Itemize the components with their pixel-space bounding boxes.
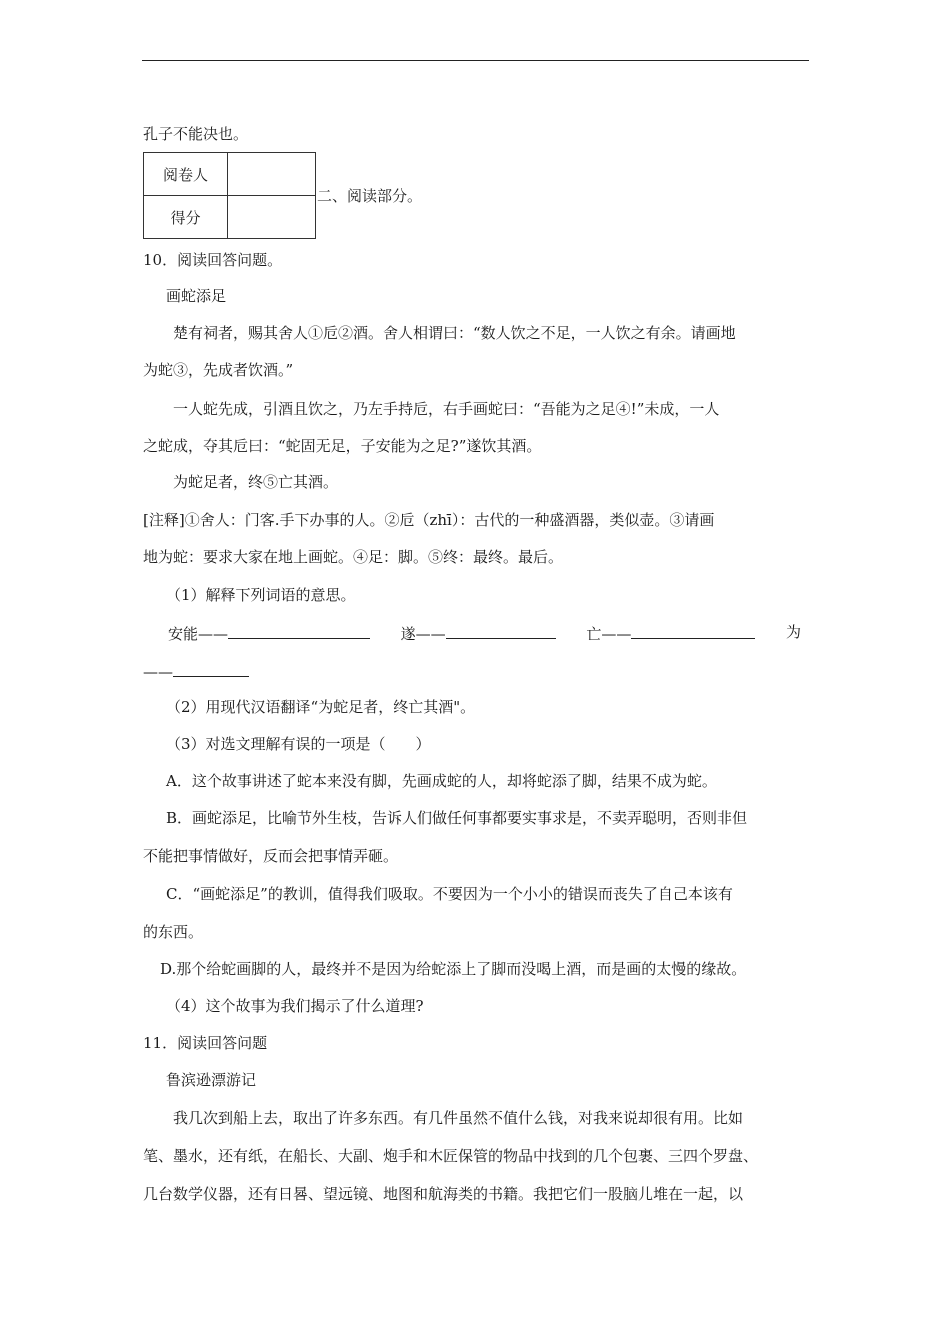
q10-option-c-line-2: 的东西。 (143, 923, 204, 941)
intro-text: 孔子不能决也。 (143, 125, 249, 143)
q11-heading: 11．阅读回答问题 (143, 1034, 268, 1052)
q10-subquestion-2: （2）用现代汉语翻译“为蛇足者，终亡其酒"。 (166, 698, 476, 716)
answer-blank-2[interactable] (446, 622, 556, 639)
answer-blank-3[interactable] (631, 622, 755, 639)
q11-title: 鲁滨逊漂游记 (166, 1071, 257, 1089)
q11-paragraph-line-3: 几台数学仪器，还有日晷、望远镜、地图和航海类的书籍。我把它们一股脑儿堆在一起，以 (143, 1185, 744, 1203)
q10-option-b-line-2: 不能把事情做好，反而会把事情弄砸。 (143, 847, 399, 865)
q10-subquestion-4: （4）这个故事为我们揭示了什么道理? (166, 997, 424, 1015)
q11-paragraph-line-1: 我几次到船上去，取出了许多东西。有几件虽然不值什么钱，对我来说却很有用。比如 (173, 1109, 744, 1127)
answer-blank-4[interactable] (173, 660, 249, 677)
q10-paragraph-2-line-2: 之蛇成，夺其卮曰：“蛇固无足，子安能为之足?”遂饮其酒。 (143, 437, 542, 455)
q10-note-line-1: [注释]①舍人：门客.手下办事的人。②卮（zhī）：古代的一种盛酒器，类似壶。③请画 (143, 511, 715, 529)
score-label: 得分 (144, 196, 228, 239)
q10-option-c-line-1[interactable]: C．“画蛇添足”的教训，值得我们吸取。不要因为一个小小的错误而丧失了自己本该有 (166, 885, 733, 903)
q11-paragraph-line-2: 笔、墨水，还有纸，在船长、大副、炮手和木匠保管的物品中找到的几个包裹、三四个罗盘、 (143, 1147, 759, 1165)
score-table (143, 152, 316, 239)
q10-subquestion-3: （3）对选文理解有误的一项是（ ） (166, 735, 431, 753)
q10-title: 画蛇添足 (166, 287, 227, 305)
word-blanks-row (168, 622, 801, 644)
q10-paragraph-1-line-2: 为蛇③，先成者饮酒。” (143, 361, 294, 379)
word-item-wang: 亡—— (586, 622, 755, 644)
reviewer-field[interactable] (228, 153, 316, 196)
word-item-sui: 遂—— (401, 622, 556, 644)
reviewer-label: 阅卷人 (144, 153, 228, 196)
word-item-wei-cont: —— (143, 660, 249, 682)
q10-option-b-line-1[interactable]: B．画蛇添足，比喻节外生枝，告诉人们做任何事都要实事求是，不卖弄聪明，否则非但 (166, 809, 748, 827)
header-rule (142, 60, 809, 61)
q10-note-line-2: 地为蛇：要求大家在地上画蛇。④足：脚。⑤终：最终。最后。 (143, 548, 564, 566)
word-item-an-neng: 安能—— (168, 622, 370, 644)
q10-paragraph-1-line-1: 楚有祠者，赐其舍人①卮②酒。舍人相谓曰：“数人饮之不足，一人饮之有余。请画地 (173, 324, 736, 342)
q10-paragraph-3: 为蛇足者，终⑤亡其酒。 (173, 473, 339, 491)
q10-option-a[interactable]: A．这个故事讲述了蛇本来没有脚，先画成蛇的人，却将蛇添了脚，结果不成为蛇。 (166, 772, 717, 790)
section-heading: 二、阅读部分。 (317, 187, 423, 205)
q10-subquestion-1: （1）解释下列词语的意思。 (166, 586, 356, 604)
q10-heading: 10．阅读回答问题。 (143, 251, 283, 269)
q10-option-d[interactable]: D.那个给蛇画脚的人，最终并不是因为给蛇添上了脚而没喝上酒，而是画的太慢的缘故。 (160, 960, 747, 978)
word-item-wei: 为 (785, 623, 801, 641)
score-field[interactable] (228, 196, 316, 239)
answer-blank-1[interactable] (228, 622, 370, 639)
q10-paragraph-2-line-1: 一人蛇先成，引酒且饮之，乃左手持卮，右手画蛇曰：“吾能为之足④!”未成，一人 (173, 400, 720, 418)
